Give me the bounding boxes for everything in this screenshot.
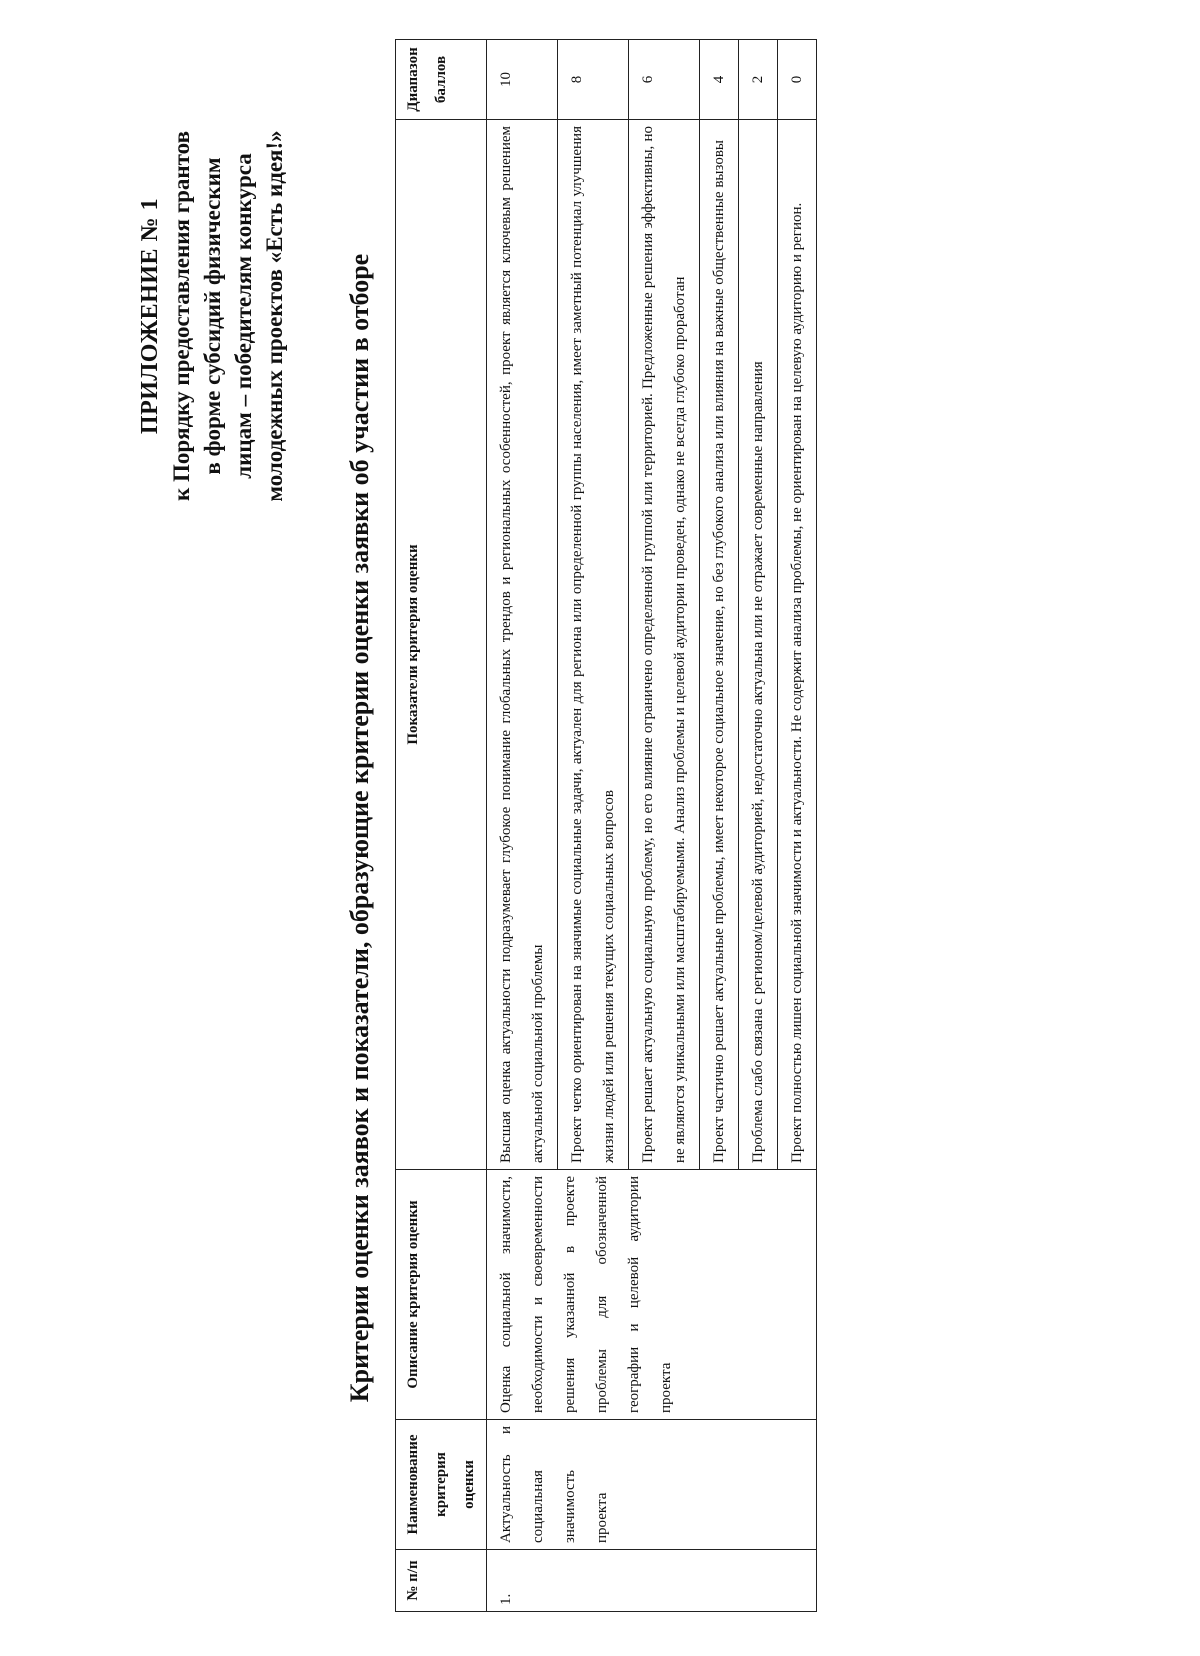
annex-line: лицам – победителям конкурса — [231, 153, 256, 479]
annex-line: в форме субсидий физическим — [200, 157, 225, 475]
indicator-text: Проект частично решает актуальные проблемы, имеет некоторое социальное значение, но без глубокого анализа или влияния на важные общественные вызовы — [700, 120, 739, 1170]
criteria-table — [395, 39, 817, 1612]
indicator-text: Проект полностью лишен социальной значимости и актуальности. Не содержит анализа проблемы, не ориентирован на целевую аудиторию и регион. — [778, 120, 817, 1170]
annex-line: молодежных проектов «Есть идея!» — [262, 130, 287, 502]
criterion-name: Актуальность и социальная значимость проекта — [487, 1420, 817, 1550]
header-criterion-name: Наименование критерия оценки — [396, 1420, 487, 1550]
table-row — [487, 40, 558, 1612]
table-header-row — [396, 40, 487, 1612]
document-title: Критерии оценки заявок и показатели, образующие критерии оценки заявки об участии в отборе — [345, 253, 374, 1403]
indicator-text: Проблема слабо связана с регионом/целевой аудиторией, недостаточно актуальна или не отражает современные направления — [739, 120, 778, 1170]
indicator-score: 0 — [778, 40, 817, 120]
annex-number: ПРИЛОЖЕНИЕ № 1 — [137, 197, 163, 435]
header-criterion-description: Описание критерия оценки — [396, 1170, 487, 1420]
indicator-score: 6 — [629, 40, 700, 120]
annex-header — [135, 66, 290, 566]
indicator-score: 8 — [558, 40, 629, 120]
header-criterion-indicators: Показатели критерия оценки — [396, 120, 487, 1170]
indicator-text: Проект четко ориентирован на значимые социальные задачи, актуален для региона или определенной группы населения, имеет заметный потенциал улучшения жизни людей или решения текущих социальных вопросов — [558, 120, 629, 1170]
indicator-score: 2 — [739, 40, 778, 120]
header-score-range: Диапазон баллов — [396, 40, 487, 120]
annex-line: к Порядку предоставления грантов — [169, 130, 194, 502]
header-number: № п/п — [396, 1550, 487, 1612]
indicator-score: 10 — [487, 40, 558, 120]
criterion-description: Оценка социальной значимости, необходимости и своевременности решения указанной в проекте проблемы для обозначенной географии и целевой аудитории проекта — [487, 1170, 817, 1420]
indicator-text: Проект решает актуальную социальную проблему, но его влияние ограничено определенной группой или территорией. Предложенные решения эффективны, но не являются уникальными или масштабируемыми. Анализ проблемы и целевой аудитории проведен, однако не всегда глубоко проработан — [629, 120, 700, 1170]
indicator-text: Высшая оценка актуальности подразумевает глубокое понимание глобальных трендов и региональных особенностей, проект является ключевым решением актуальной социальной проблемы — [487, 120, 558, 1170]
criterion-number: 1. — [487, 1550, 817, 1612]
indicator-score: 4 — [700, 40, 739, 120]
